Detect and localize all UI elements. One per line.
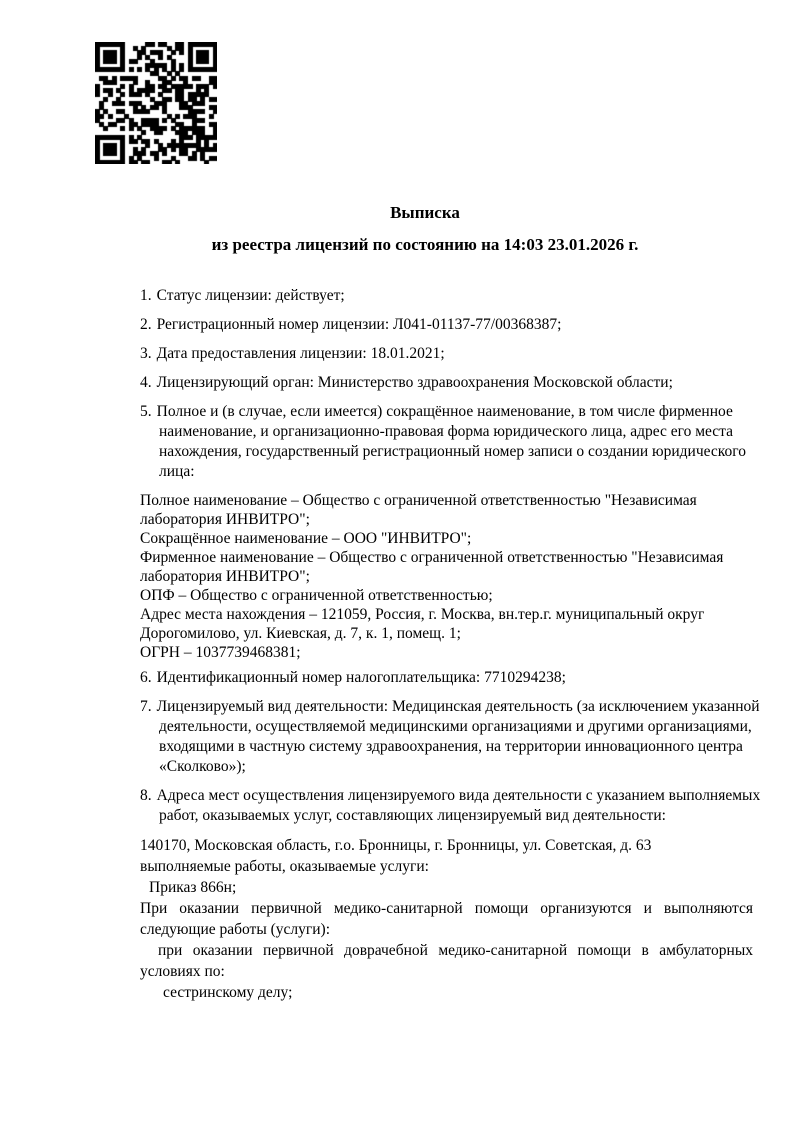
works-order-line: Приказ 866н; xyxy=(149,879,237,896)
org-line-full-name-cont: лаборатория ИНВИТРО"; xyxy=(140,511,310,528)
item-licensed-activity xyxy=(140,697,773,777)
org-line-short-name: Сокращённое наименование – ООО "ИНВИТРО"; xyxy=(140,530,472,547)
qr-code xyxy=(95,42,217,164)
page-title: Выписка xyxy=(390,203,460,222)
item-text: Полное и (в случае, если имеется) сокращённое наименование, в том числе фирменное наименование, и организационно-правовая форма юридического лица, адрес его места нахождения, государственный регистрационный номер записи о создании юридического лица: xyxy=(156,403,747,480)
item-number: 8. xyxy=(140,787,152,804)
item-grant-date xyxy=(140,344,773,364)
item-org-naming-header xyxy=(140,402,773,482)
item-text: Адреса мест осуществления лицензируемого вида деятельности с указанием выполняемых работ, оказываемых услуг, составляющих лицензируемый вид деятельности: xyxy=(156,787,761,824)
license-items-6-8 xyxy=(140,668,773,826)
item-number: 2. xyxy=(140,316,152,333)
address-and-works xyxy=(140,835,753,1003)
item-text: Идентификационный номер налогоплательщика: 7710294238; xyxy=(156,669,566,686)
item-activity-addresses-header xyxy=(140,786,773,826)
works-primary-care-line: При оказании первичной медико-санитарной помощи организуются и выполняются xyxy=(140,900,753,917)
org-line-opf: ОПФ – Общество с ограниченной ответственностью; xyxy=(140,587,493,604)
works-prehospital-line: при оказании первичной доврачебной медико-санитарной помощи в амбулаторных xyxy=(158,942,753,959)
item-number: 3. xyxy=(140,345,152,362)
item-text: Лицензируемый вид деятельности: Медицинская деятельность (за исключением указанной деятельности, осуществляемой медицинскими организациями и другими организациями, входящими в частную систему здравоохранения, на территории инновационного центра «Сколково»); xyxy=(156,698,760,775)
works-primary-care-cont: следующие работы (услуги): xyxy=(140,921,331,938)
item-number: 7. xyxy=(140,698,152,715)
item-number: 4. xyxy=(140,374,152,391)
item-number: 6. xyxy=(140,669,152,686)
works-address-line: 140170, Московская область, г.о. Бронницы, г. Бронницы, ул. Советская, д. 63 xyxy=(140,837,652,854)
item-text: Регистрационный номер лицензии: Л041-01137-77/00368387; xyxy=(156,316,562,333)
org-line-full-name: Полное наименование – Общество с ограниченной ответственностью "Независимая xyxy=(140,492,697,509)
works-intro-line: выполняемые работы, оказываемые услуги: xyxy=(140,858,429,875)
license-items-1-5 xyxy=(140,286,773,482)
item-license-status xyxy=(140,286,773,306)
organization-details xyxy=(140,491,773,662)
page-subtitle: из реестра лицензий по состоянию на 14:03 23.01.2026 г. xyxy=(211,235,639,254)
item-licensing-authority xyxy=(140,373,773,393)
item-inn xyxy=(140,668,773,688)
works-prehospital-cont: условиях по: xyxy=(140,963,225,980)
item-text: Лицензирующий орган: Министерство здравоохранения Московской области; xyxy=(156,374,673,391)
works-nursing-line: сестринскому делу; xyxy=(163,984,293,1001)
document-heading xyxy=(140,0,710,257)
item-text: Дата предоставления лицензии: 18.01.2021; xyxy=(156,345,445,362)
org-line-address-cont: Дорогомилово, ул. Киевская, д. 7, к. 1, помещ. 1; xyxy=(140,625,461,642)
org-line-address: Адрес места нахождения – 121059, Россия, г. Москва, вн.тер.г. муниципальный округ xyxy=(140,606,705,623)
org-line-brand-name: Фирменное наименование – Общество с ограниченной ответственностью "Независимая xyxy=(140,549,724,566)
item-number: 5. xyxy=(140,403,152,420)
item-text: Статус лицензии: действует; xyxy=(156,287,345,304)
org-line-ogrn: ОГРН – 1037739468381; xyxy=(140,644,301,661)
item-registration-number xyxy=(140,315,773,335)
item-number: 1. xyxy=(140,287,152,304)
org-line-brand-name-cont: лаборатория ИНВИТРО"; xyxy=(140,568,310,585)
document-content xyxy=(140,0,773,1003)
